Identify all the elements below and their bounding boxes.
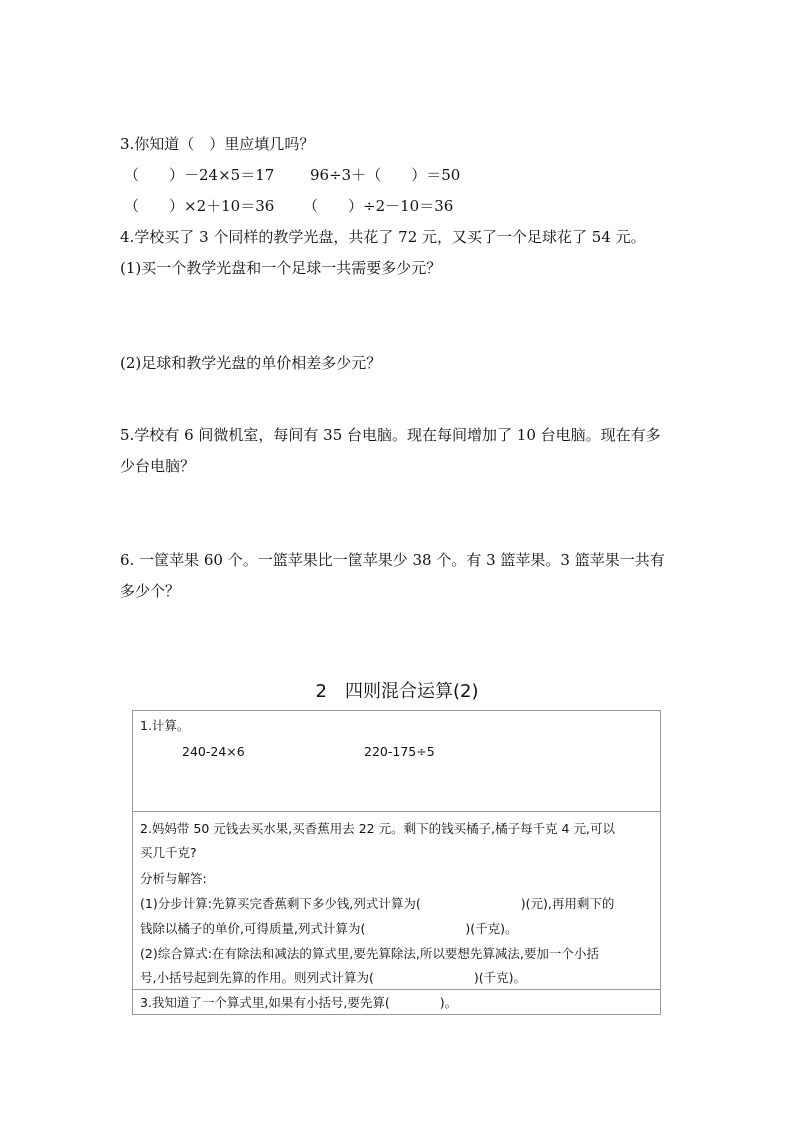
- box2-line6: (2)综合算式:在有除法和减法的算式里,要先算除法,所以要想先算减法,要加一个小括: [140, 946, 599, 961]
- box2-line5: 钱除以橘子的单价,可得质量,列式计算为( )(千克)。: [140, 921, 518, 936]
- box1-expression-2: 220-175÷5: [364, 744, 435, 759]
- box1-title: 1.计算。: [140, 718, 190, 733]
- q3-row1-right: 96÷3＋（ ）＝50: [310, 166, 461, 184]
- exercise-box-2: [132, 811, 661, 990]
- q4-title: 4.学校买了 3 个同样的教学光盘，共花了 72 元，又买了一个足球花了 54 元。: [120, 228, 646, 246]
- q6-line2: 多少个？: [120, 582, 181, 600]
- q3-row2-right: （ ）÷2－10＝36: [303, 197, 454, 215]
- section-title: 2 四则混合运算(2): [315, 681, 479, 702]
- q3-title: 3.你知道（ ）里应填几吗？: [120, 135, 315, 153]
- box3-line1: 3.我知道了一个算式里,如果有小括号,要先算( )。: [140, 995, 458, 1010]
- box1-expression-1: 240-24×6: [182, 744, 245, 759]
- box2-line7: 号,小括号起到先算的作用。则列式计算为( )(千克)。: [140, 970, 526, 985]
- q5-line1: 5.学校有 6 间微机室，每间有 35 台电脑。现在每间增加了 10 台电脑。现在有多: [120, 426, 661, 444]
- q4-sub1: (1)买一个教学光盘和一个足球一共需要多少元？: [120, 259, 442, 277]
- q6-line1: 6. 一筐苹果 60 个。一篮苹果比一筐苹果少 38 个。有 3 篮苹果。3 篮苹果一共有: [120, 551, 665, 569]
- box2-line1: 2.妈妈带 50 元钱去买水果,买香蕉用去 22 元。剩下的钱买橘子,橘子每千克 4 元,可以: [140, 821, 615, 836]
- q3-row2-left: （ ）×2＋10＝36: [124, 197, 275, 215]
- exercise-box-1: [132, 710, 661, 812]
- q3-row1-left: （ ）－24×5＝17: [124, 166, 275, 184]
- exercise-box-3: [132, 989, 661, 1015]
- q5-line2: 少台电脑？: [120, 457, 196, 475]
- q4-sub2: (2)足球和教学光盘的单价相差多少元？: [120, 354, 382, 372]
- box2-line4: (1)分步计算:先算买完香蕉剩下多少钱,列式计算为( )(元),再用剩下的: [140, 896, 615, 911]
- box2-line2: 买几千克?: [140, 845, 197, 860]
- box2-line3: 分析与解答:: [140, 871, 207, 886]
